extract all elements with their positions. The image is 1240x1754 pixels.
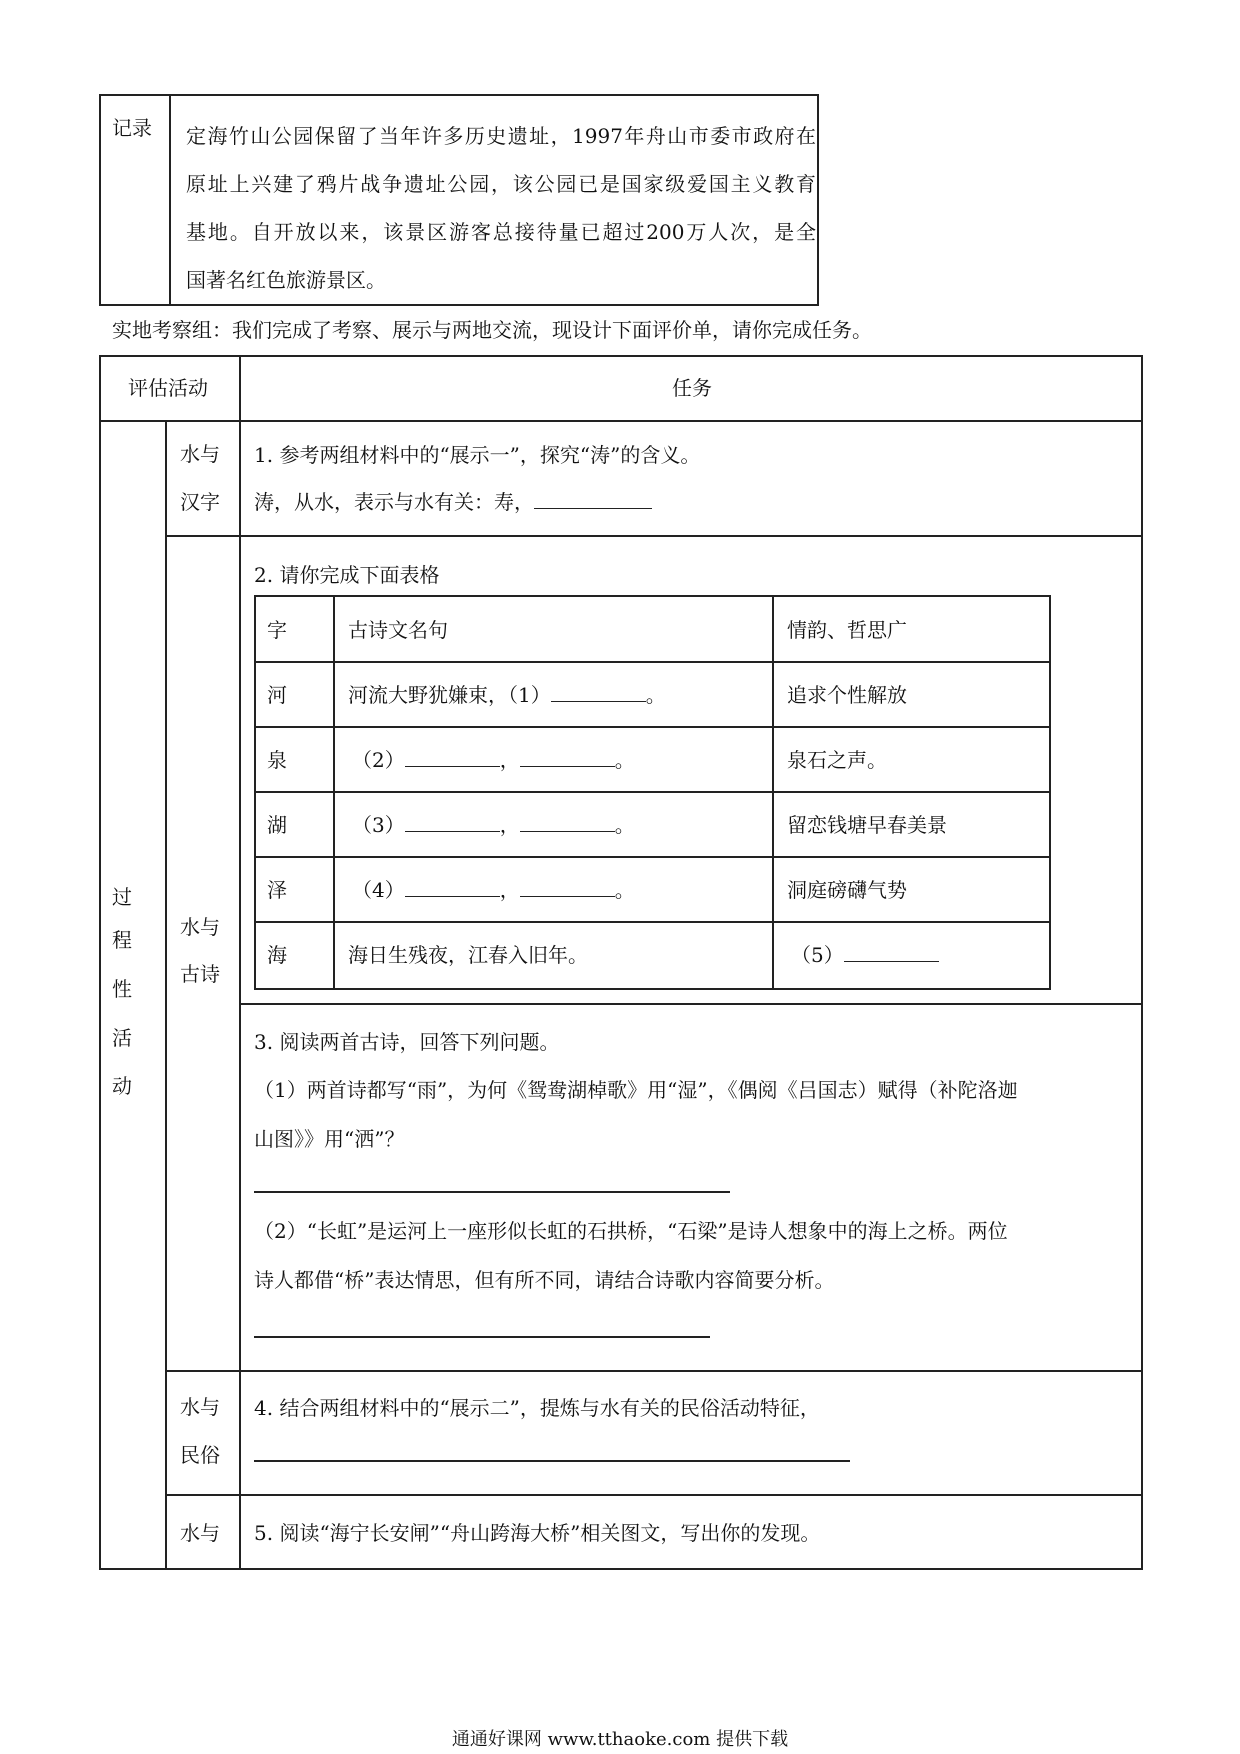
- poem-row-char: 海: [267, 943, 287, 967]
- poem-row-char: 泉: [267, 748, 287, 772]
- poem-head-feeling: 情韵、哲思广: [787, 618, 907, 642]
- footer-text: 通通好课网 www.tthaoke.com 提供下载: [451, 1729, 789, 1750]
- poem-row-feeling: 洞庭磅礴气势: [787, 878, 907, 902]
- poem-head-char: 字: [267, 618, 287, 642]
- q4-text: 4. 结合两组材料中的“展示二”，提炼与水有关的民俗活动特征，: [254, 1396, 820, 1420]
- poem-row-verse: [352, 748, 635, 772]
- section-label-minsu: 水与: [180, 1395, 220, 1419]
- answer-blank[interactable]: [520, 878, 615, 897]
- row-divider: [165, 1494, 1143, 1496]
- verse-text: （4）: [352, 878, 405, 902]
- process-label-char: 过: [112, 885, 132, 909]
- poem-row-char: 河: [267, 683, 287, 707]
- q3-part2-line1: （2）“长虹”是运河上一座形似长虹的石拱桥，“石梁”是诗人想象中的海上之桥。两位: [254, 1219, 1008, 1243]
- answer-blank[interactable]: [520, 813, 615, 832]
- answer-blank[interactable]: [405, 813, 500, 832]
- process-label-char: 活: [112, 1026, 132, 1050]
- section-label-gushi: 水与: [180, 915, 220, 939]
- poem-row-feeling: 留恋钱塘早春美景: [787, 813, 947, 837]
- q3-part1-line2: 山图》》用“洒”？: [254, 1127, 405, 1151]
- table-col-divider: [239, 355, 241, 1570]
- section-label-minsu: 民俗: [180, 1443, 220, 1467]
- poem-table-row: [254, 921, 1051, 923]
- answer-line[interactable]: [254, 1336, 710, 1338]
- verse-punct: ，: [499, 813, 520, 837]
- poem-row-feeling: 追求个性解放: [787, 683, 907, 707]
- q5-text: 5. 阅读“海宁长安闸”“舟山跨海大桥”相关图文，写出你的发现。: [254, 1521, 821, 1545]
- verse-punct: 。: [614, 748, 635, 772]
- answer-blank[interactable]: [405, 748, 500, 767]
- q1-line2: [254, 490, 652, 514]
- feeling-text: （5）: [791, 943, 844, 967]
- poem-table-row: [254, 726, 1051, 728]
- q3-part2-line2: 诗人都借“桥”表达情思，但有所不同，请结合诗歌内容简要分析。: [254, 1268, 835, 1292]
- q1-text: 1. 参考两组材料中的“展示一”，探究“涛”的含义。: [254, 443, 701, 467]
- table-header-divider: [99, 420, 1143, 422]
- poem-head-verse: 古诗文名句: [348, 618, 448, 642]
- record-label: 记录: [112, 116, 152, 140]
- verse-punct: 。: [645, 683, 666, 707]
- poem-row-verse: 海日生残夜，江春入旧年。: [348, 943, 588, 967]
- answer-line[interactable]: [254, 1191, 730, 1193]
- poem-row-feeling: [791, 943, 939, 967]
- section-label-hanzi: 水与: [180, 442, 220, 466]
- verse-punct: 。: [614, 878, 635, 902]
- table-sub-divider: [165, 420, 167, 1570]
- poem-table-row: [254, 791, 1051, 793]
- poem-row-feeling: 泉石之声。: [787, 748, 887, 772]
- section-label-gushi: 古诗: [180, 962, 220, 986]
- row-divider: [165, 535, 1143, 537]
- poem-row-verse: [348, 683, 666, 707]
- process-label-char: 动: [112, 1074, 132, 1098]
- q1-line2-text: 涛，从水，表示与水有关：寿，: [254, 490, 534, 514]
- answer-blank[interactable]: [520, 748, 615, 767]
- row-divider: [165, 1370, 1143, 1372]
- q3-text: 3. 阅读两首古诗，回答下列问题。: [254, 1030, 560, 1054]
- record-line: 基地。自开放以来，该景区游客总接待量已超过200万人次，是全: [186, 220, 816, 244]
- header-task: 任务: [672, 376, 712, 400]
- header-eval: 评估活动: [128, 376, 208, 400]
- record-line: 原址上兴建了鸦片战争遗址公园，该公园已是国家级爱国主义教育: [186, 172, 816, 196]
- verse-text: 河流大野犹嫌束，（1）: [348, 683, 551, 707]
- section-label-last: 水与: [180, 1521, 220, 1545]
- poem-row-verse: [352, 813, 635, 837]
- record-text: [186, 112, 816, 304]
- record-line: 国著名红色旅游景区。: [186, 268, 386, 292]
- intro-text: 实地考察组：我们完成了考察、展示与两地交流，现设计下面评价单，请你完成任务。: [112, 318, 872, 342]
- q2-text: 2. 请你完成下面表格: [254, 563, 440, 587]
- poem-table-row: [254, 661, 1051, 663]
- poem-row-char: 湖: [267, 813, 287, 837]
- poem-table-row: [254, 856, 1051, 858]
- verse-text: （2）: [352, 748, 405, 772]
- record-divider: [169, 94, 171, 306]
- section-label-hanzi: 汉字: [180, 490, 220, 514]
- answer-blank[interactable]: [844, 943, 939, 962]
- verse-text: （3）: [352, 813, 405, 837]
- verse-punct: 。: [614, 813, 635, 837]
- poem-row-char: 泽: [267, 878, 287, 902]
- process-label-char: 程: [112, 928, 132, 952]
- answer-blank[interactable]: [405, 878, 500, 897]
- verse-punct: ，: [499, 878, 520, 902]
- verse-punct: ，: [499, 748, 520, 772]
- process-label-char: 性: [112, 977, 132, 1001]
- q3-part1-line1: （1）两首诗都写“雨”，为何《鸳鸯湖棹歌》用“湿”，《偶阅《吕国志）赋得（补陀洛迦: [254, 1078, 1018, 1102]
- record-line: 定海竹山公园保留了当年许多历史遗址，1997年舟山市委市政府在: [186, 124, 816, 148]
- answer-blank[interactable]: [551, 683, 646, 702]
- row-divider: [240, 1003, 1143, 1005]
- poem-row-verse: [352, 878, 635, 902]
- answer-blank[interactable]: [534, 490, 652, 509]
- answer-line[interactable]: [254, 1460, 850, 1462]
